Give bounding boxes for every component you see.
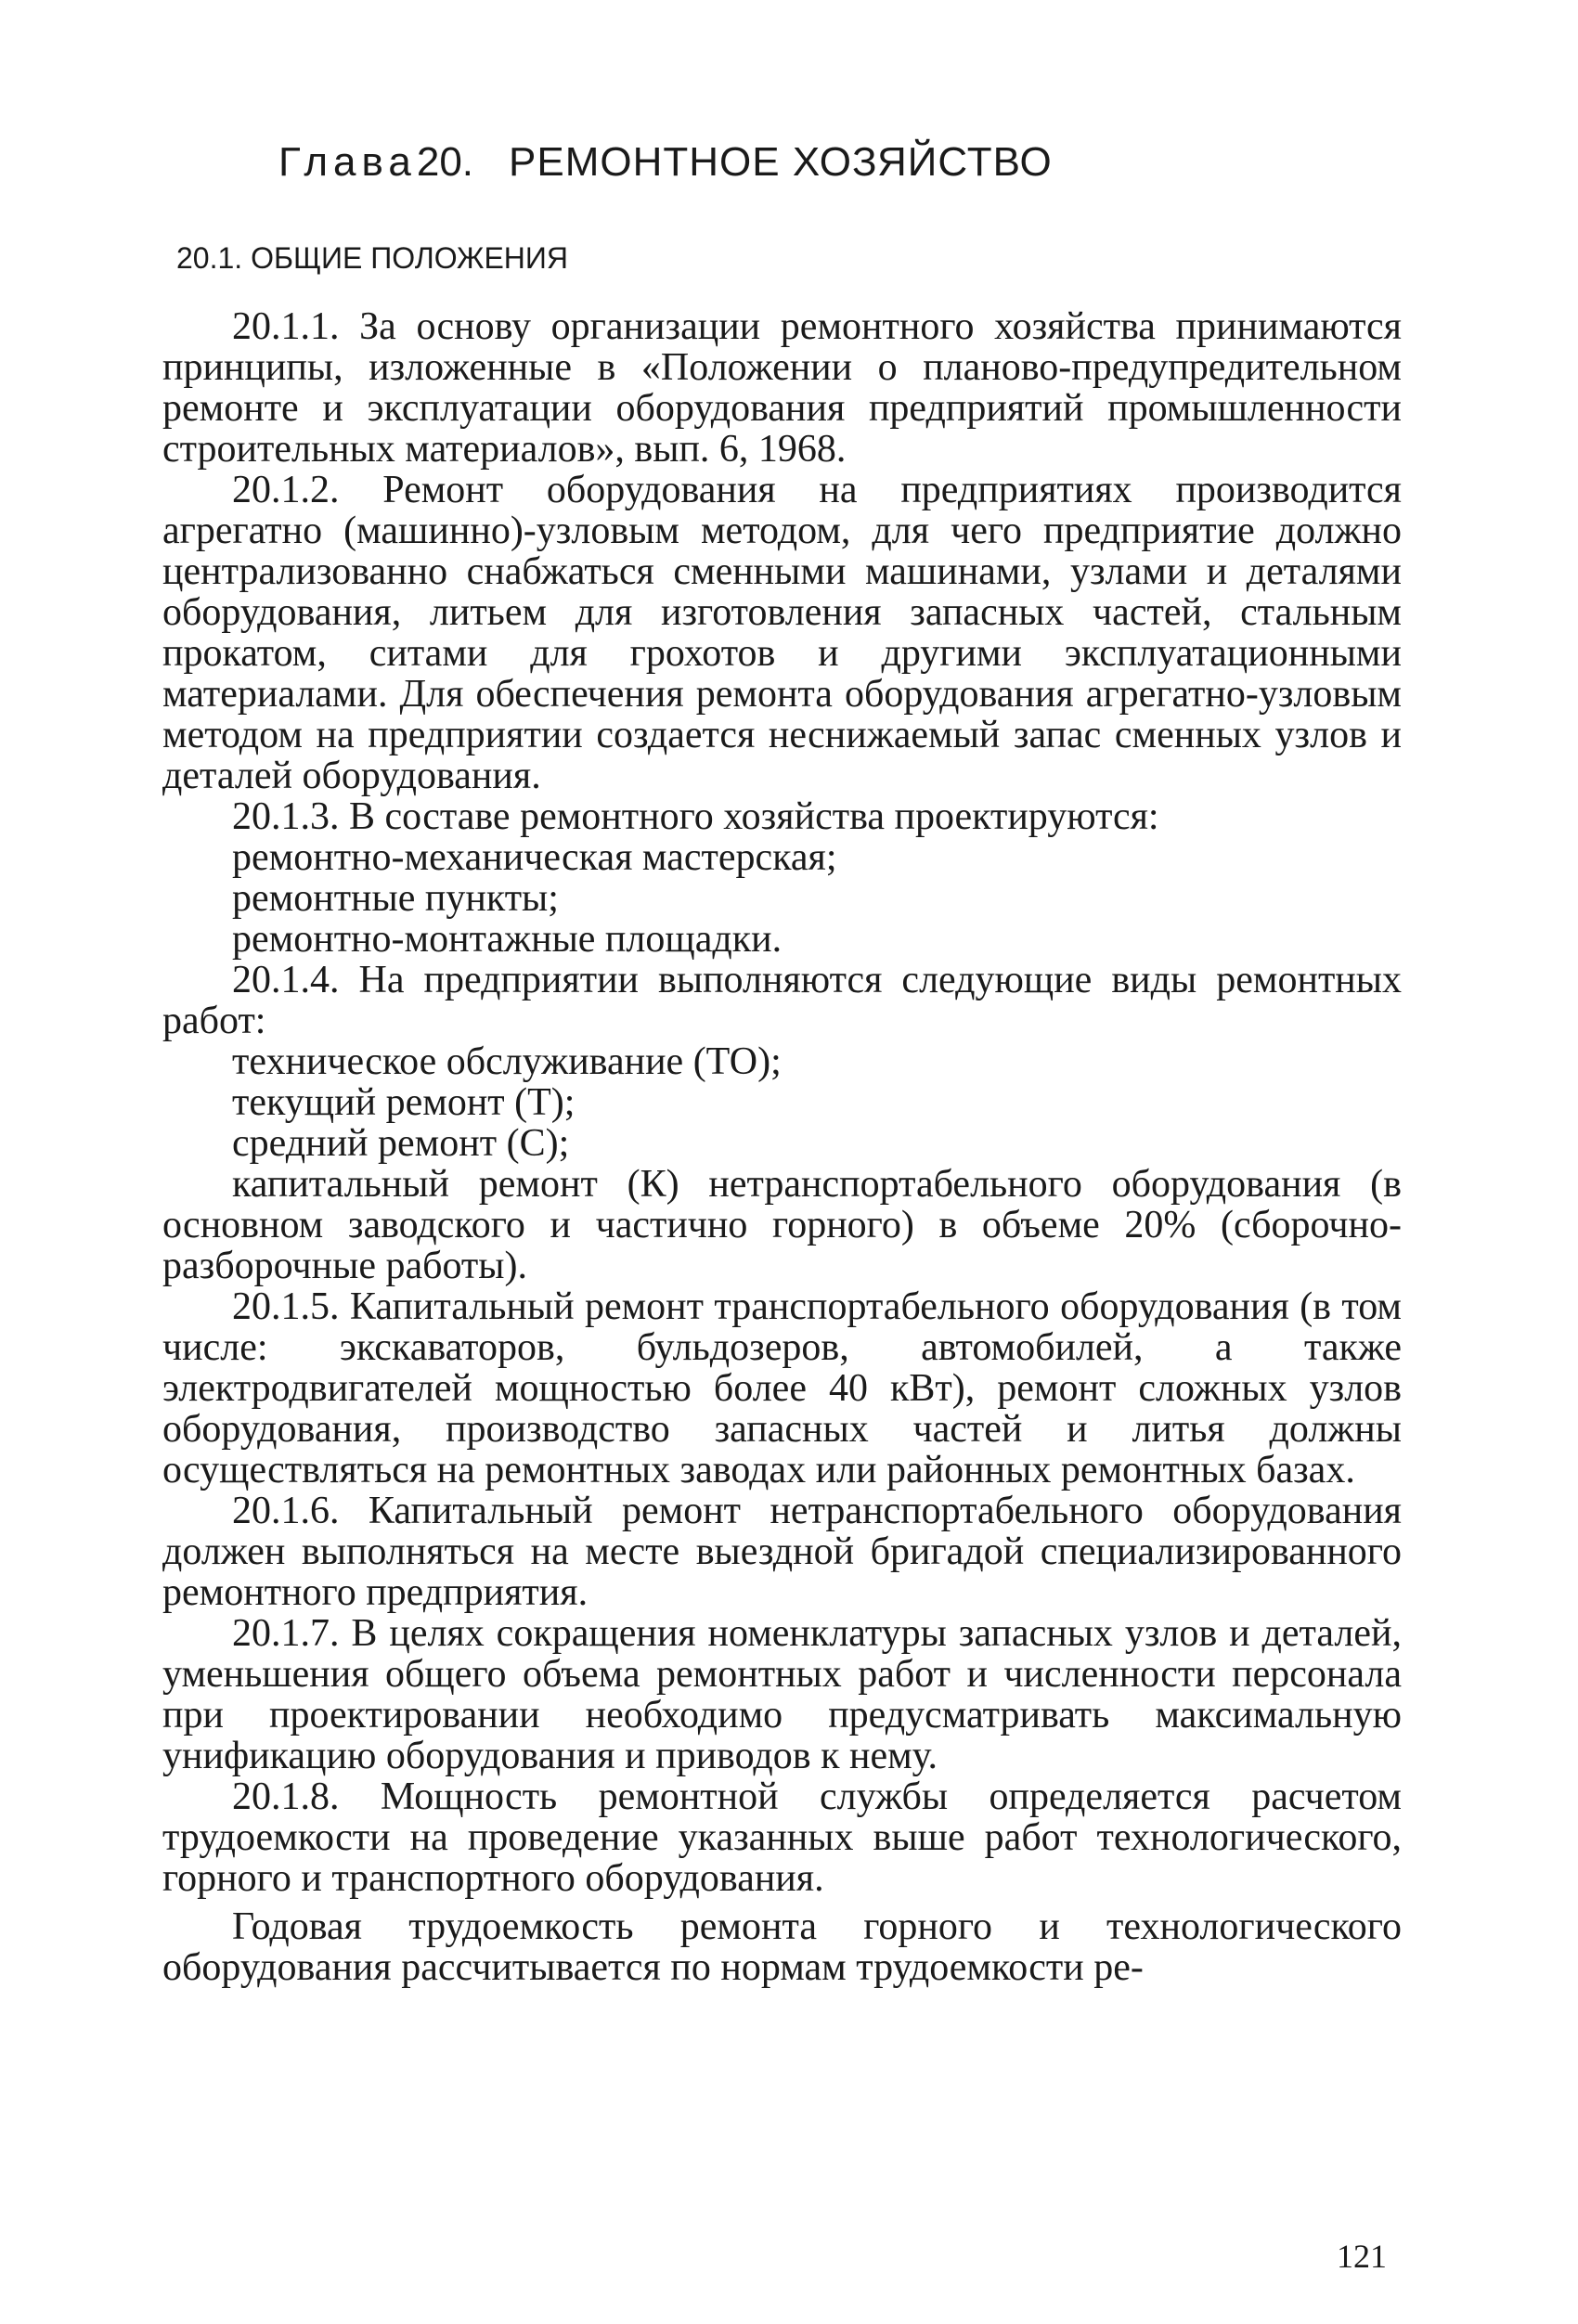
list-item: текущий ремонт (Т); [232, 1081, 576, 1124]
paragraph-20-1-4: 20.1.4. На предприятии выполняются следующие виды ремонтных работ: [162, 959, 1402, 1042]
list-item: ремонтно-механическая мастерская; [232, 836, 837, 879]
chapter-label: Глава [278, 139, 417, 185]
paragraph-20-1-5: 20.1.5. Капитальный ремонт транспортабельного оборудования (в том числе: экскаваторов, бульдозеров, автомобилей, а также электродвигателей мощностью более 40 кВт), ремонт сложных узлов оборудования, производство запасных частей и литья должны осуществляться на ремонтных заводах или районных ремонтных базах. [162, 1285, 1402, 1491]
list-item-capital-repair: капитальный ремонт (К) нетранспортабельного оборудования (в основном заводского и частично горного) в объеме 20% (сборочно-разборочные работы). [162, 1163, 1402, 1287]
paragraph-annual-labor: Годовая трудоемкость ремонта горного и технологического оборудования рассчитывается по нормам трудоемкости ре- [162, 1905, 1402, 1989]
list-item: ремонтные пункты; [232, 877, 559, 920]
section-heading: 20.1. ОБЩИЕ ПОЛОЖЕНИЯ [176, 241, 569, 275]
chapter-number: 20. [416, 139, 474, 185]
paragraph-20-1-8: 20.1.8. Мощность ремонтной службы определяется расчетом трудоемкости на проведение указанных выше работ технологического, горного и транспортного оборудования. [162, 1775, 1402, 1900]
paragraph-20-1-1: 20.1.1. За основу организации ремонтного хозяйства принимаются принципы, изложенные в «Положении о планово-предупредительном ремонте и эксплуатации оборудования предприятий промышленности строительных материалов», вып. 6, 1968. [162, 305, 1402, 471]
list-item: техническое обслуживание (ТО); [232, 1040, 782, 1083]
paragraph-20-1-6: 20.1.6. Капитальный ремонт нетранспортабельного оборудования должен выполняться на месте выездной бригадой специализированного ремонтного предприятия. [162, 1490, 1402, 1614]
paragraph-20-1-2: 20.1.2. Ремонт оборудования на предприятиях производится агрегатно (машинно)-узловым методом, для чего предприятие должно централизованно снабжаться сменными машинами, узлами и деталями оборудования, литьем для изготовления запасных частей, стальным прокатом, ситами для грохотов и другими эксплуатационными материалами. Для обеспечения ремонта оборудования агрегатно-узловым методом на предприятии создается неснижаемый запас сменных узлов и деталей оборудования. [162, 469, 1402, 797]
chapter-heading [278, 139, 1053, 186]
paragraph-20-1-3: 20.1.3. В составе ремонтного хозяйства проектируются: [232, 795, 1159, 838]
body-text [162, 306, 1402, 1988]
page-number: 121 [1337, 2238, 1387, 2275]
paragraph-20-1-7: 20.1.7. В целях сокращения номенклатуры запасных узлов и деталей, уменьшения общего объема ремонтных работ и численности персонала при проектировании необходимо предусматривать максимальную унификацию оборудования и приводов к нему. [162, 1612, 1402, 1777]
chapter-title: РЕМОНТНОЕ ХОЗЯЙСТВО [509, 139, 1053, 185]
list-item: ремонтно-монтажные площадки. [232, 918, 783, 961]
list-item: средний ремонт (С); [232, 1122, 570, 1165]
